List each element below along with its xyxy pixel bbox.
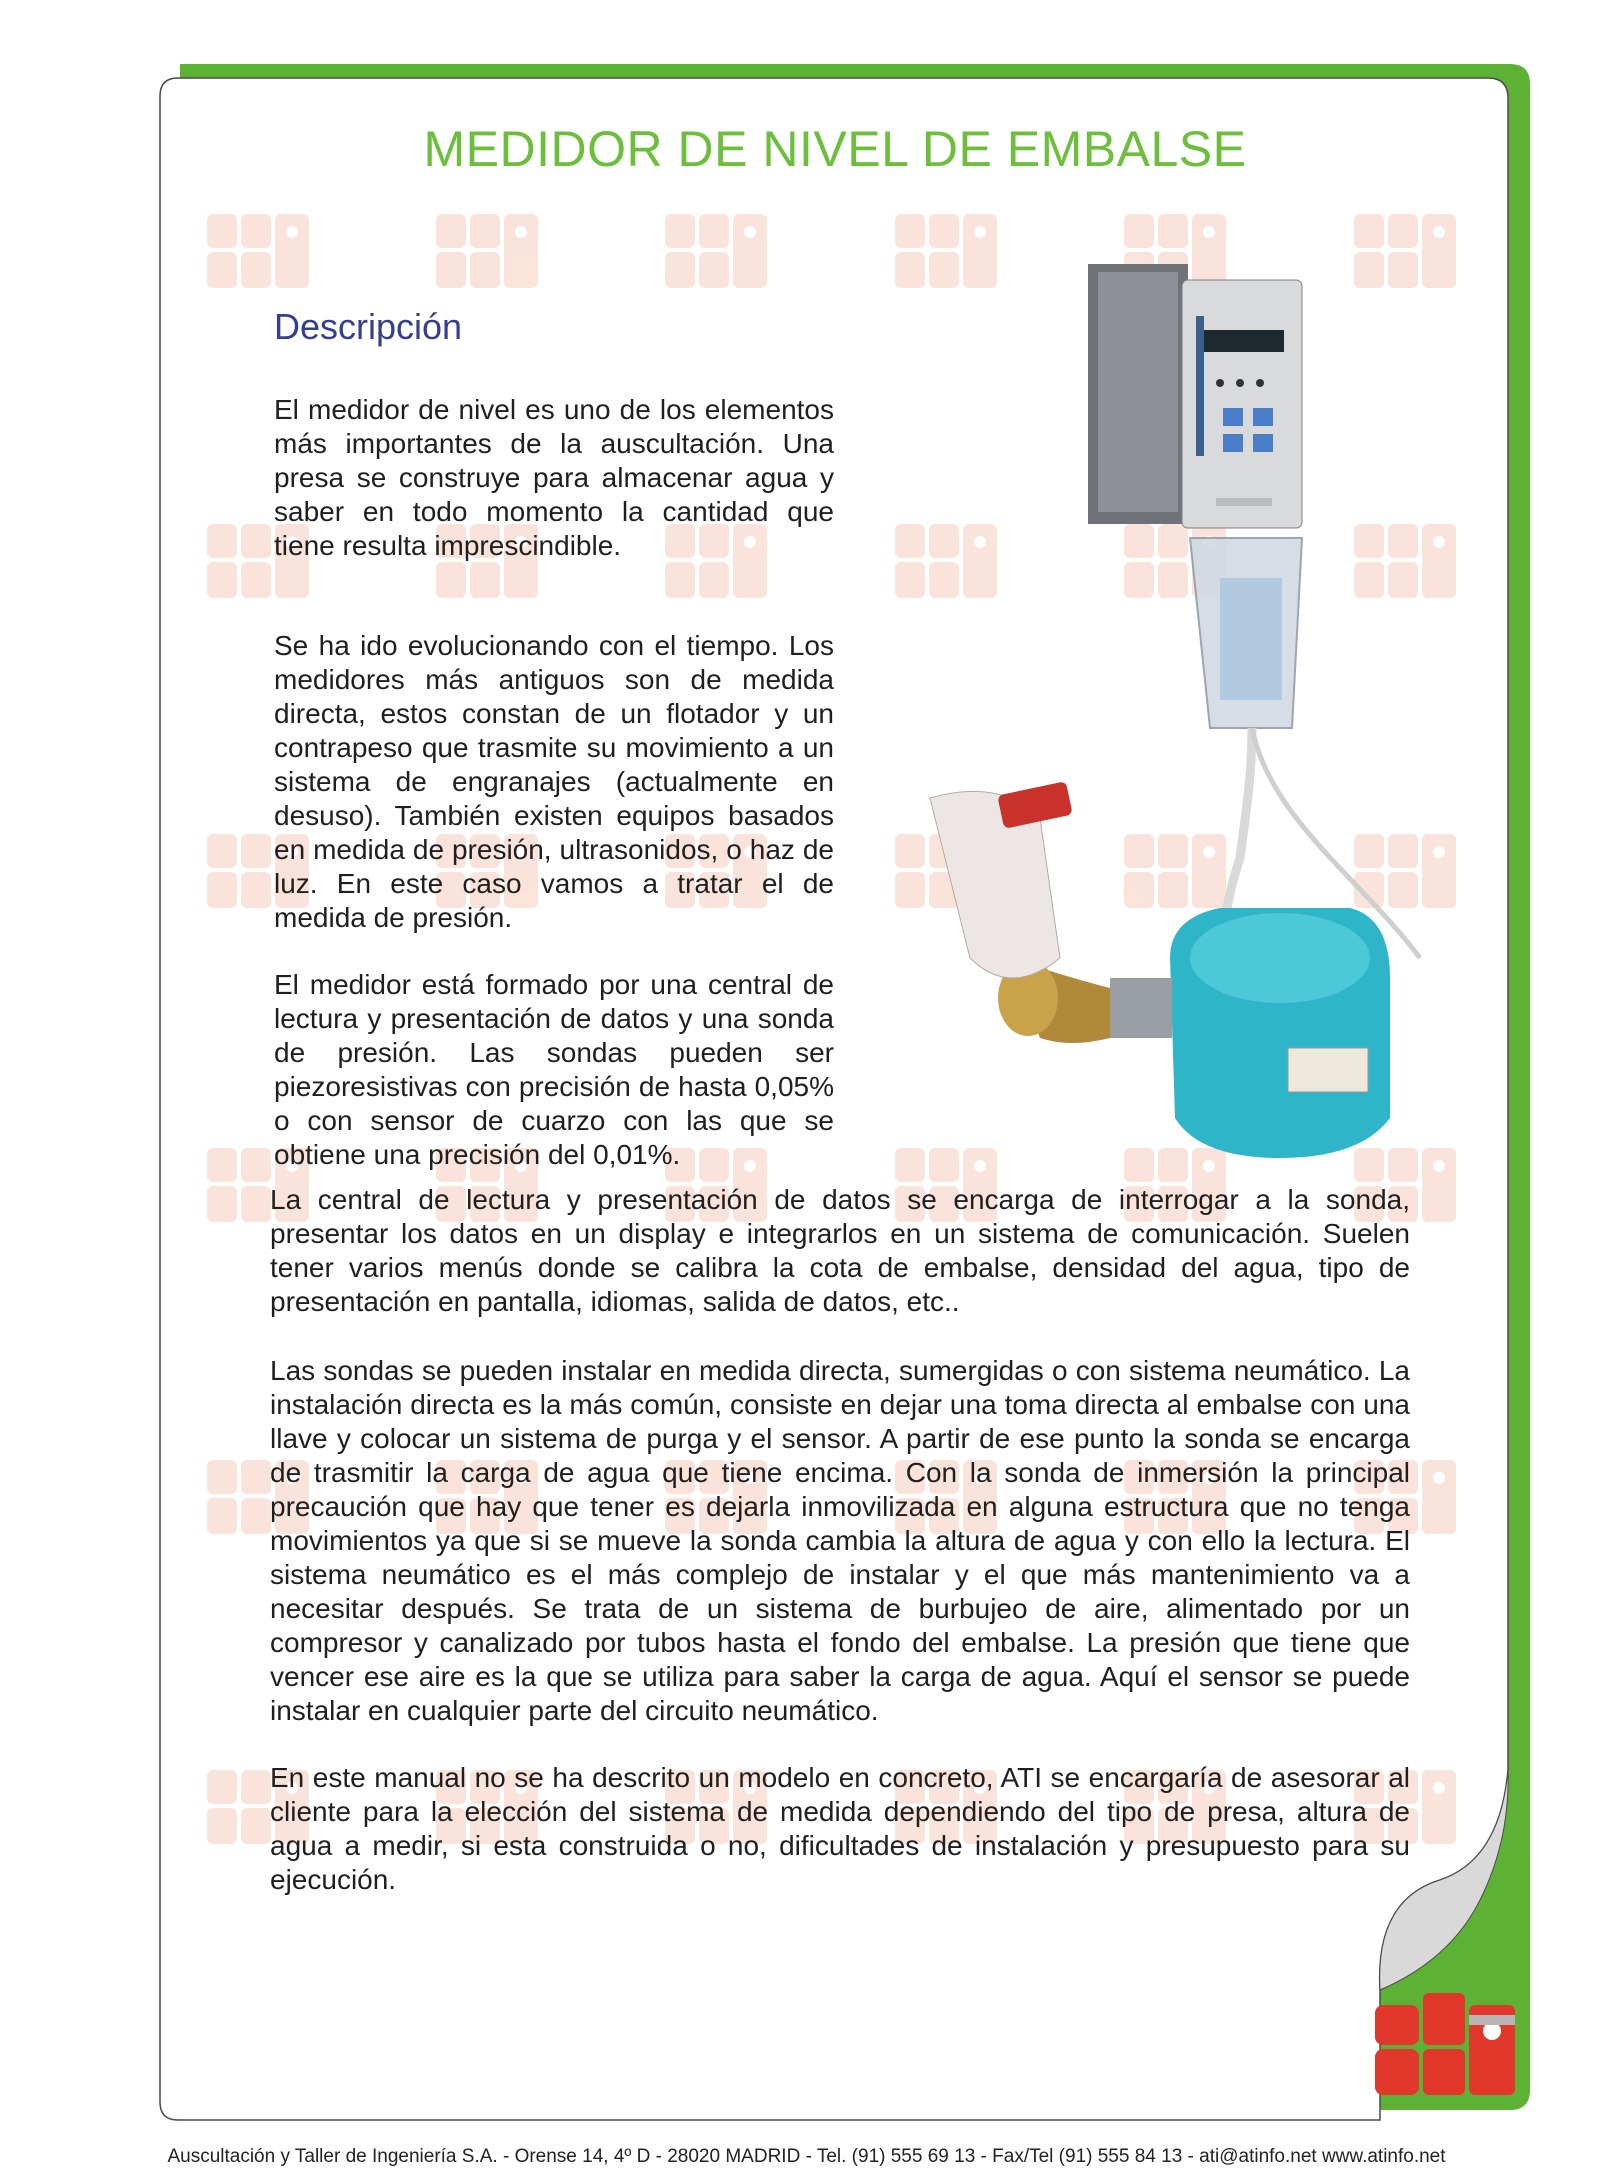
paragraph-4: La central de lectura y presentación de datos se encarga de interrogar a la sonda, presentar los datos en un display e integrarlos en un sistema de comunicación. Suelen tener varios menús donde se calibra la cota de embalse, densidad del agua, tipo de presentación en pantalla, idiomas, salida de datos, etc..: [270, 1184, 1410, 1317]
watermark-logo-icon: [436, 214, 538, 288]
watermark-logo-icon: [207, 214, 309, 288]
pressure-level-meter-photo: [920, 258, 1440, 1178]
paragraph-1: El medidor de nivel es uno de los elementos más importantes de la auscultación. Una presa se construye para almacenar agua y saber en todo momento la cantidad que tiene resulta imprescindible.: [274, 394, 834, 561]
paragraph-5: Las sondas se pueden instalar en medida directa, sumergidas o con sistema neumático. La instalación directa es la más común, consiste en dejar una toma directa al embalse con una llave y colocar un sistema de purga y el sensor. A partir de ese punto la sonda se encarga de trasmitir la carga de agua que tiene encima. Con la sonda de inmersión la principal precaución que hay que tener es dejarla inmovilizada en alguna estructura que no tenga movimientos ya que si se mueve la sonda cambia la altura de agua y con ello la lectura. El sistema neumático es el más complejo de instalar y el que más mantenimiento va a necesitar después. Se trata de un sistema de burbujeo de aire, alimentado por un compresor y canalizado por tubos hasta el fondo del embalse. La presión que tiene que vencer ese aire es la que se utiliza para saber la carga de agua. Aquí el sensor se puede instalar en cualquier parte del circuito neumático.: [270, 1355, 1410, 1726]
page-title: MEDIDOR DE NIVEL DE EMBALSE: [423, 121, 1247, 177]
footer-contact: Auscultación y Taller de Ingeniería S.A. - Orense 14, 4º D - 28020 MADRID - Tel. (91) 555 69 13 - Fax/Tel (91) 555 84 13 - ati@atinfo.net www.atinfo.net: [167, 2146, 1446, 2167]
paragraph-2: Se ha ido evolucionando con el tiempo. Los medidores más antiguos son de medida directa, estos constan de un flotador y un contrapeso que trasmite su movimiento a un sistema de engranajes (actualmente en desuso). También existen equipos basados en medida de presión, ultrasonidos, o haz de luz. En este caso vamos a tratar el de medida de presión.: [274, 630, 834, 933]
ati-logo-icon: [1375, 1993, 1515, 2095]
section-heading: Descripción: [274, 306, 463, 347]
paragraph-6: En este manual no se ha descrito un modelo en concreto, ATI se encargaría de asesorar al cliente para la elección del sistema de medida dependiendo del tipo de presa, altura de agua a medir, si esta construida o no, dificultades de instalación y presupuesto para su ejecución.: [270, 1762, 1410, 1895]
paragraph-3: El medidor está formado por una central de lectura y presentación de datos y una sonda de presión. Las sondas pueden ser piezoresistivas con precisión de hasta 0,05% o con sensor de cuarzo con las que se obtiene una precisión del 0,01%.: [274, 969, 834, 1170]
watermark-logo-icon: [665, 214, 767, 288]
